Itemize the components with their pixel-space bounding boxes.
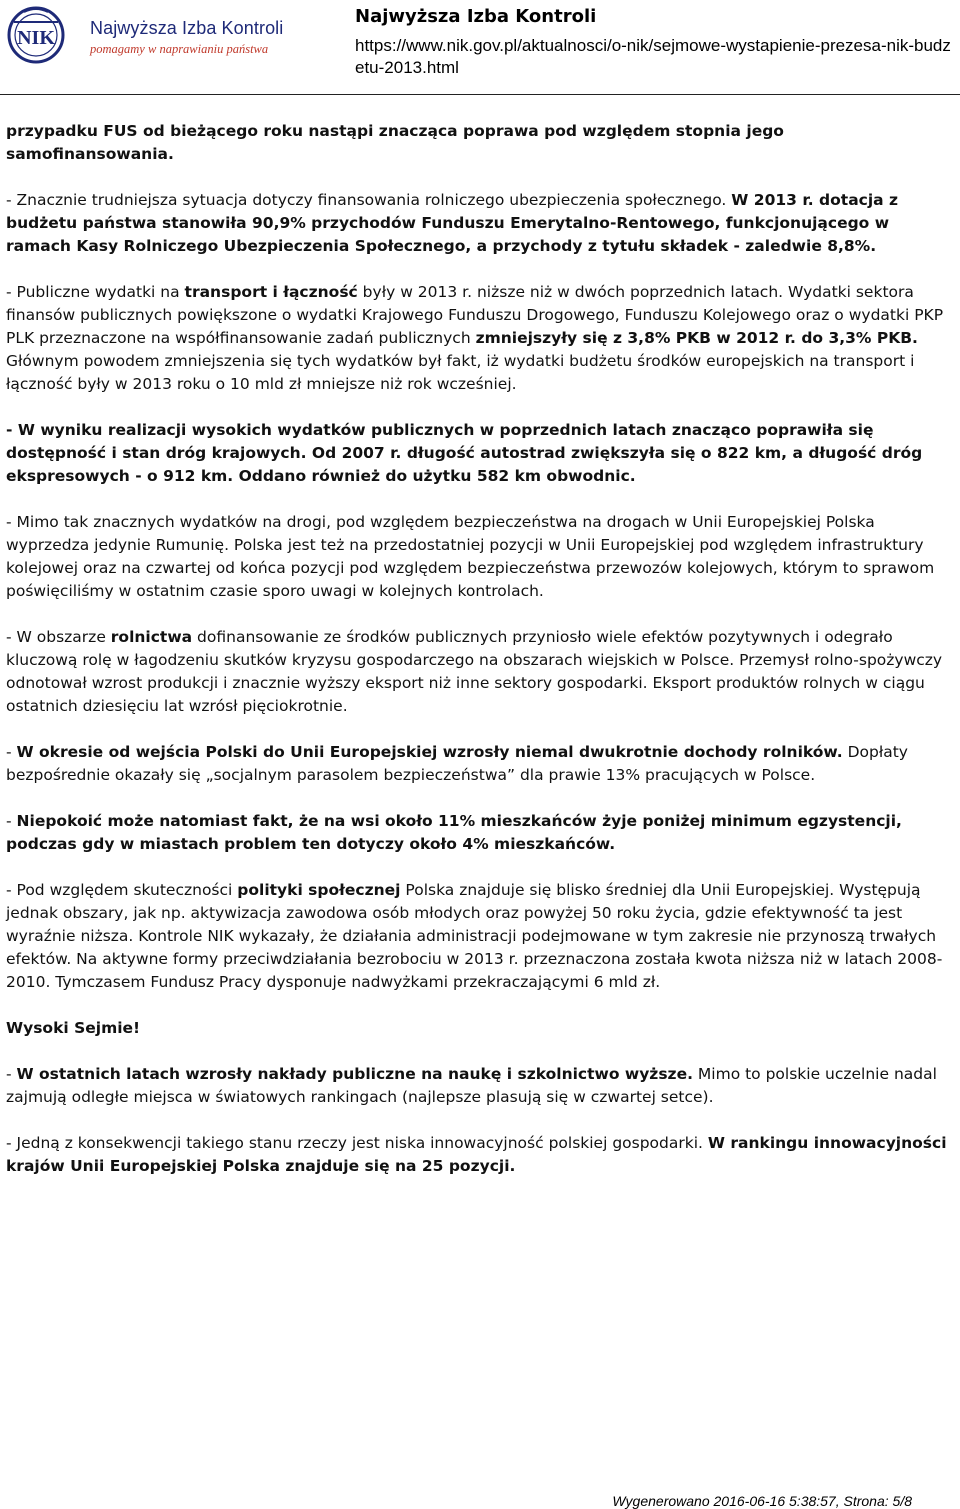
paragraph <box>6 511 952 603</box>
paragraph <box>6 281 952 396</box>
bold-text: przypadku FUS od bieżącego roku nastąpi znacząca poprawa pod względem stopnia jego samofinansowania. <box>6 122 784 163</box>
paragraph <box>6 189 952 258</box>
text-run: - <box>6 743 17 761</box>
nik-emblem-icon <box>4 4 82 66</box>
paragraph <box>6 1063 952 1109</box>
text-run: Dopłaty bezpośrednie okazały się „socjalnym parasolem bezpieczeństwa” dla prawie 13% pracujących w Polsce. <box>6 743 908 784</box>
bold-text: W 2013 r. dotacja z budżetu państwa stanowiła 90,9% przychodów Funduszu Emerytalno-Rentowego, funkcjonującego w ramach Kasy Rolniczego Ubezpieczenia Społecznego, a przychody z tytułu składek - zaledwie 8,8%. <box>6 191 899 255</box>
paragraph <box>6 1017 952 1040</box>
text-run: - Jedną z konsekwencji takiego stanu rzeczy jest niska innowacyjność polskiej gospodarki. <box>6 1134 708 1152</box>
text-run: Mimo to polskie uczelnie nadal zajmują odległe miejsca w światowych rankingach (najlepsze plasują się w czwartej setce). <box>6 1065 937 1106</box>
bold-text: polityki społecznej <box>237 881 401 899</box>
logo-name: Najwyższa Izba Kontroli <box>90 18 284 38</box>
text-run: - Znacznie trudniejsza sytuacja dotyczy finansowania rolniczego ubezpieczenia społecznego. <box>6 191 732 209</box>
text-run: dofinansowanie ze środków publicznych przyniosło wiele efektów pozytywnych i odegrało kluczową rolę w łagodzeniu skutków kryzysu gospodarczego na obszarach wiejskich w Polsce. Przemysł rolno-spożywczy odnotował wzrost produkcji i znacznie wyższy eksport niż inne sektory gospodarki. Eksport produktów rolnych w ciągu ostatnich dziesięciu lat wzrósł pięciokrotnie. <box>6 628 943 715</box>
bold-text: rolnictwa <box>110 628 193 646</box>
text-run: Głównym powodem zmniejszenia się tych wydatków był fakt, iż wydatki budżetu środków europejskich na transport i łączność były w 2013 roku o 10 mld zł mniejsze niż rok wcześniej. <box>6 352 915 393</box>
header-divider <box>0 94 960 95</box>
bold-text: transport i łączność <box>184 283 358 301</box>
text-run: - <box>6 812 17 830</box>
bold-text: W rankingu innowacyjności krajów Unii Europejskiej Polska znajduje się na 25 pozycji. <box>6 1134 947 1175</box>
logo-tagline: pomagamy w naprawianiu państwa <box>90 42 269 56</box>
text-run: - Publiczne wydatki na <box>6 283 185 301</box>
page-header <box>0 0 960 87</box>
bold-text: W ostatnich latach wzrosły nakłady publiczne na naukę i szkolnictwo wyższe. <box>16 1065 693 1083</box>
text-run: - Mimo tak znacznych wydatków na drogi, pod względem bezpieczeństwa na drogach w Unii Europejskiej Polska wyprzedza jedynie Rumunię. Polska jest też na przedostatniej pozycji w Unii Europejskiej pod względem infrastruktury kolejowej oraz na czwartej od końca pozycji pod względem bezpieczeństwa przewozów kolejowych, którym to sprawom poświęciliśmy w ostatnim czasie sporo uwagi w kolejnych kontrolach. <box>6 513 935 600</box>
bold-text: W okresie od wejścia Polski do Unii Europejskiej wzrosły niemal dwukrotnie dochody rolników. <box>16 743 843 761</box>
logo-mark-text: NIK <box>17 27 55 49</box>
paragraph <box>6 810 952 856</box>
text-run: - Pod względem skuteczności <box>6 881 238 899</box>
paragraph <box>6 879 952 994</box>
nik-logo[interactable] <box>4 4 304 66</box>
bold-text: - W wyniku realizacji wysokich wydatków publicznych w poprzednich latach znacząco poprawiła się dostępność i stan dróg krajowych. Od 2007 r. długość autostrad zwiększyła się o 822 km, a długość dróg ekspresowych - o 912 km. Oddano również do użytku 582 km obwodnic. <box>6 421 923 485</box>
paragraph <box>6 419 952 488</box>
text-run: były w 2013 r. niższe niż w dwóch poprzednich latach. Wydatki sektora finansów publicznych powiększone o wydatki Krajowego Funduszu Drogowego, Funduszu Kolejowego oraz o wydatki PKP PLK przeznaczone na współfinansowanie zadań publicznych <box>6 283 944 347</box>
page-footer: Wygenerowano 2016-06-16 5:38:57, Strona: 5/8 <box>612 1493 912 1509</box>
paragraph <box>6 1132 952 1178</box>
text-run: - W obszarze <box>6 628 111 646</box>
text-run: - <box>6 1065 17 1083</box>
paragraph <box>6 626 952 718</box>
site-title: Najwyższa Izba Kontroli <box>355 6 597 27</box>
paragraph <box>6 741 952 787</box>
paragraph <box>6 120 952 166</box>
bold-text: Wysoki Sejmie! <box>6 1019 141 1037</box>
bold-text: Niepokoić może natomiast fakt, że na wsi około 11% mieszkańców żyje poniżej minimum egzystencji, podczas gdy w miastach problem ten dotyczy około 4% mieszkańców. <box>6 812 902 853</box>
bold-text: zmniejszyły się z 3,8% PKB w 2012 r. do 3,3% PKB. <box>475 329 918 347</box>
article-body <box>6 120 952 1201</box>
page-url[interactable]: https://www.nik.gov.pl/aktualnosci/o-nik/sejmowe-wystapienie-prezesa-nik-budzetu-2013.html <box>355 36 951 77</box>
text-run: Polska znajduje się blisko średniej dla Unii Europejskiej. Występują jednak obszary, jak np. aktywizacja zawodowa osób młodych oraz powyżej 50 roku życia, gdzie efektywność ta jest wyraźnie niższa. Kontrole NIK wykazały, że działania administracji podejmowane w tym zakresie nie przynoszą trwałych efektów. Na aktywne formy przeciwdziałania bezrobociu w 2013 r. przeznaczona została kwota niższa niż w latach 2008-2010. Tymczasem Fundusz Pracy dysponuje nadwyżkami przekraczającymi 6 mld zł. <box>6 881 943 991</box>
